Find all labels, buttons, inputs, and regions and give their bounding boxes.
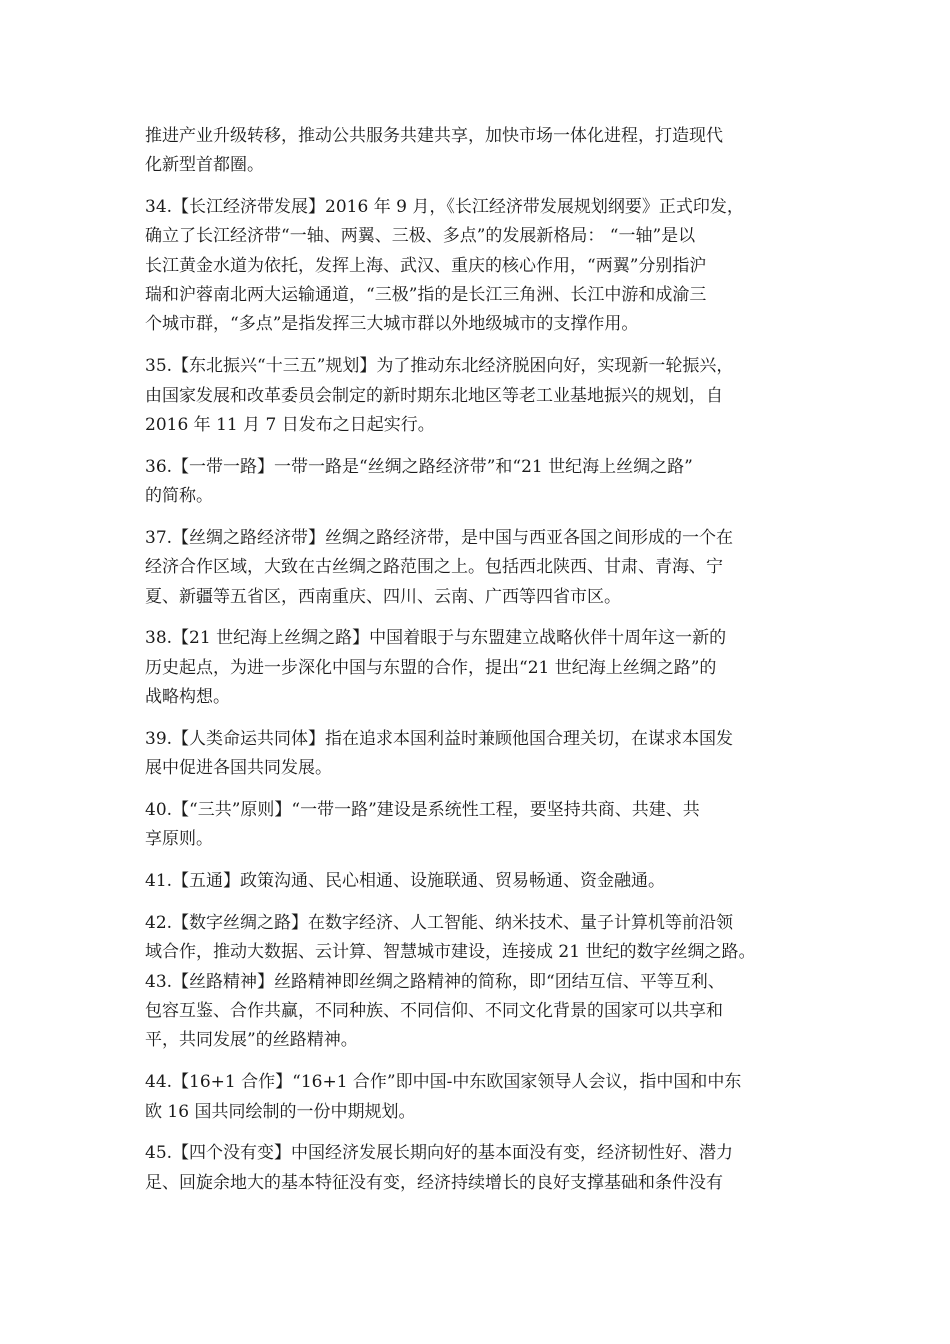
paragraph-p42 (145, 909, 810, 968)
text-line: 40.【“三共”原则】“一带一路”建设是系统性工程，要坚持共商、共建、共 (145, 800, 700, 821)
text-line: 经济合作区域，大致在古丝绸之路范围之上。包括西北陕西、甘肃、青海、宁 (145, 557, 723, 578)
text-line: 欧 16 国共同绘制的一份中期规划。 (145, 1101, 416, 1122)
text-line: 39.【人类命运共同体】指在追求本国利益时兼顾他国合理关切，在谋求本国发 (145, 728, 734, 749)
text-line: 战略构想。 (145, 687, 230, 708)
text-line: 44.【16+1 合作】“16+1 合作”即中国-中东欧国家领导人会议，指中国和中东 (145, 1072, 742, 1093)
paragraph-p38 (145, 624, 810, 712)
text-line: 夏、新疆等五省区，西南重庆、四川、云南、广西等四省市区。 (145, 586, 621, 607)
text-line: 37.【丝绸之路经济带】丝绸之路经济带，是中国与西亚各国之间形成的一个在 (145, 527, 734, 548)
text-line: 43.【丝路精神】丝路精神即丝绸之路精神的简称，即“团结互信、平等互利、 (145, 971, 725, 992)
paragraph-p40 (145, 796, 810, 855)
text-line: 个城市群，“多点”是指发挥三大城市群以外地级城市的支撑作用。 (145, 314, 639, 335)
paragraph-p-cont (145, 122, 810, 181)
text-line: 的简称。 (145, 486, 213, 507)
paragraph-p36 (145, 453, 810, 512)
text-line: 长江黄金水道为依托，发挥上海、武汉、重庆的核心作用，“两翼”分别指沪 (145, 255, 707, 276)
paragraph-p37 (145, 524, 810, 612)
paragraph-p34 (145, 193, 810, 339)
text-line: 38.【21 世纪海上丝绸之路】中国着眼于与东盟建立战略伙伴十周年这一新的 (145, 628, 727, 649)
text-line: 2016 年 11 月 7 日发布之日起实行。 (145, 414, 435, 435)
text-line: 34.【长江经济带发展】2016 年 9 月，《长江经济带发展规划纲要》正式印发， (145, 197, 744, 218)
text-line: 42.【数字丝绸之路】在数字经济、人工智能、纳米技术、量子计算机等前沿领 (145, 913, 734, 934)
text-line: 包容互鉴、合作共赢，不同种族、不同信仰、不同文化背景的国家可以共享和 (145, 1001, 723, 1022)
text-line: 化新型首都圈。 (145, 155, 264, 176)
text-line: 瑞和沪蓉南北两大运输通道，“三极”指的是长江三角洲、长江中游和成渝三 (145, 285, 707, 306)
paragraph-p39 (145, 725, 810, 784)
paragraph-p41 (145, 867, 810, 896)
text-line: 由国家发展和改革委员会制定的新时期东北地区等老工业基地振兴的规划，自 (145, 385, 723, 406)
text-line: 享原则。 (145, 829, 213, 850)
text-line: 展中促进各国共同发展。 (145, 758, 332, 779)
text-line: 36.【一带一路】一带一路是“丝绸之路经济带”和“21 世纪海上丝绸之路” (145, 456, 693, 477)
text-line: 平，共同发展”的丝路精神。 (145, 1030, 358, 1051)
text-line: 历史起点，为进一步深化中国与东盟的合作，提出“21 世纪海上丝绸之路”的 (145, 657, 717, 678)
text-line: 45.【四个没有变】中国经济发展长期向好的基本面没有变，经济韧性好、潜力 (145, 1143, 734, 1164)
paragraph-p43 (145, 968, 810, 1056)
paragraph-p35 (145, 352, 810, 440)
text-line: 足、回旋余地大的基本特征没有变，经济持续增长的良好支撑基础和条件没有 (145, 1172, 723, 1193)
text-line: 推进产业升级转移，推动公共服务共建共享，加快市场一体化进程，打造现代 (145, 126, 723, 146)
text-line: 41.【五通】政策沟通、民心相通、设施联通、贸易畅通、资金融通。 (145, 871, 666, 892)
paragraph-p45 (145, 1139, 810, 1198)
text-line: 35.【东北振兴“十三五”规划】为了推动东北经济脱困向好，实现新一轮振兴， (145, 356, 734, 377)
text-line: 确立了长江经济带“一轴、两翼、三极、多点”的发展新格局： “一轴”是以 (145, 226, 696, 247)
paragraph-p44 (145, 1068, 810, 1127)
document-body (145, 122, 810, 1211)
text-line: 域合作，推动大数据、云计算、智慧城市建设，连接成 21 世纪的数字丝绸之路。 (145, 942, 756, 963)
